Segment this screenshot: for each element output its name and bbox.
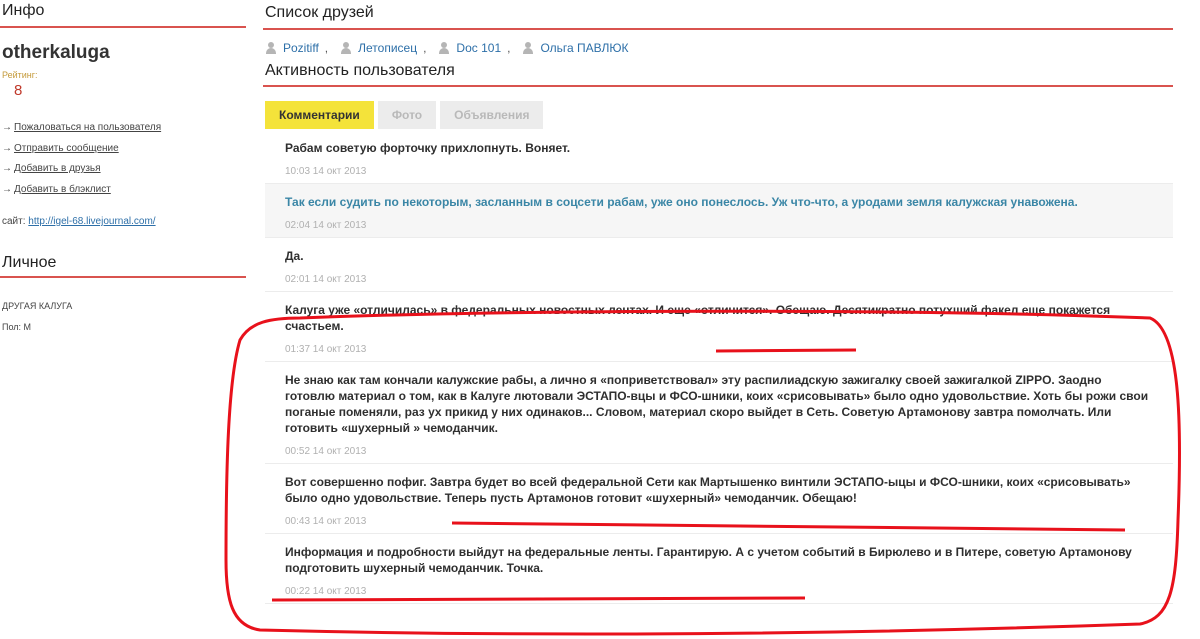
activity-divider [263,85,1173,87]
add-blacklist-link[interactable] [2,183,161,204]
site-label: сайт: [2,216,26,227]
comment-text[interactable]: Калуга уже «отличилась» в федеральных новостных лентах. И еще «отличится». Обещаю. Десятикратно потухший факел еще покажется счастьем. [285,303,1111,333]
friend-name: Pozitiff [283,41,319,55]
comment-item [265,184,1173,238]
comment-item [265,292,1173,362]
user-icon [522,42,534,54]
action-label: Пожаловаться на пользователя [14,122,162,133]
friend-link[interactable] [265,41,319,55]
send-message-link[interactable] [2,142,161,163]
report-user-link[interactable] [2,121,161,142]
user-icon [438,42,450,54]
separator: , [324,41,329,55]
comment-text[interactable]: Да. [285,249,304,263]
comment-text[interactable]: Информация и подробности выйдут на федеральные ленты. Гарантирую. А с учетом событий в Бирюлево и в Питере, советую Артамонову подготовить шухерный чемоданчик. Точка. [285,545,1132,575]
tab-photos[interactable]: Фото [378,101,436,129]
comment-text[interactable]: Не знаю как там кончали калужские рабы, а лично я «поприветствовал» эту распилиадскую зажигалку своей зажигалкой ZIPPO. Заодно готовлю материал о том, как в Калуге лютовали ЭСТАПО-вцы и ФСО-шники, коих «срисовывать» было одно удовольствие. Хоть бы рожи свои поганые поменяли, раз ух прикид у них одинаков... Словом, материал скоро выйдет в Сеть. Советую Артамонову завтра помолчать. Или готовить «шухерный » чемоданчик. [285,373,1149,435]
comment-date: 02:04 14 окт 2013 [285,220,367,231]
personal-title: Личное [2,254,57,271]
tab-comments[interactable]: Комментарии [265,101,374,129]
comment-item [265,362,1173,464]
comment-date: 00:43 14 окт 2013 [285,516,367,527]
friend-name: Летописец [358,41,418,55]
activity-tabs [265,101,547,129]
comment-text[interactable]: Рабам советую форточку прихлопнуть. Воняет. [285,141,571,155]
arrow-right-icon: → [2,122,12,133]
friend-link[interactable] [522,41,628,55]
friend-link[interactable] [438,41,501,55]
comment-item [265,238,1173,292]
comment-date: 10:03 14 окт 2013 [285,166,367,177]
info-title: Инфо [2,2,45,19]
tab-ads[interactable]: Объявления [440,101,543,129]
comment-date: 01:37 14 окт 2013 [285,344,367,355]
comment-item [265,130,1173,184]
rating-label: Рейтинг: [2,70,38,80]
site-link[interactable]: http://igel-68.livejournal.com/ [28,216,156,227]
comment-item [265,464,1173,534]
site-row [2,216,156,227]
comment-date: 02:01 14 окт 2013 [285,274,367,285]
comments-list [265,130,1173,604]
comment-text[interactable]: Вот совершенно пофиг. Завтра будет во всей федеральной Сети как Мартышенко винтили ЭСТАПО-ыцы и ФСО-шники, коих «срисовывать» было одно удовольствие. Теперь пусть Артамонов готовит «шухерный» чемоданчик. Обещаю! [285,475,1131,505]
username: otherkaluga [2,42,110,63]
user-icon [340,42,352,54]
friends-list [265,41,629,55]
rating-value: 8 [14,82,23,99]
friend-name: Ольга ПАВЛЮК [540,41,629,55]
action-label: Добавить в блэклист [14,183,111,195]
user-icon [265,42,277,54]
profile-actions [2,121,161,203]
comment-item [265,534,1173,604]
city-value: ДРУГАЯ КАЛУГА [2,301,73,311]
arrow-right-icon: → [2,183,12,195]
comment-date: 00:22 14 окт 2013 [285,586,367,597]
friend-name: Doc 101 [456,41,502,55]
gender-value: Пол: М [2,322,32,332]
add-friend-link[interactable] [2,162,161,183]
friends-divider [263,28,1173,30]
arrow-right-icon: → [2,163,12,174]
info-divider [0,26,246,28]
arrow-right-icon: → [2,142,12,154]
activity-title: Активность пользователя [265,62,455,79]
friends-title: Список друзей [265,4,374,21]
friend-link[interactable] [340,41,417,55]
separator: , [423,41,427,55]
comment-text[interactable]: Так если судить по некоторым, засланным в соцсети рабам, уже оно понеслось. Уж что-что, а уродами земля калужская унавожена. [285,195,1078,209]
separator: , [507,41,511,55]
action-label: Отправить сообщение [14,142,119,154]
personal-divider [0,276,246,278]
action-label: Добавить в друзья [14,163,101,174]
comment-date: 00:52 14 окт 2013 [285,446,367,457]
